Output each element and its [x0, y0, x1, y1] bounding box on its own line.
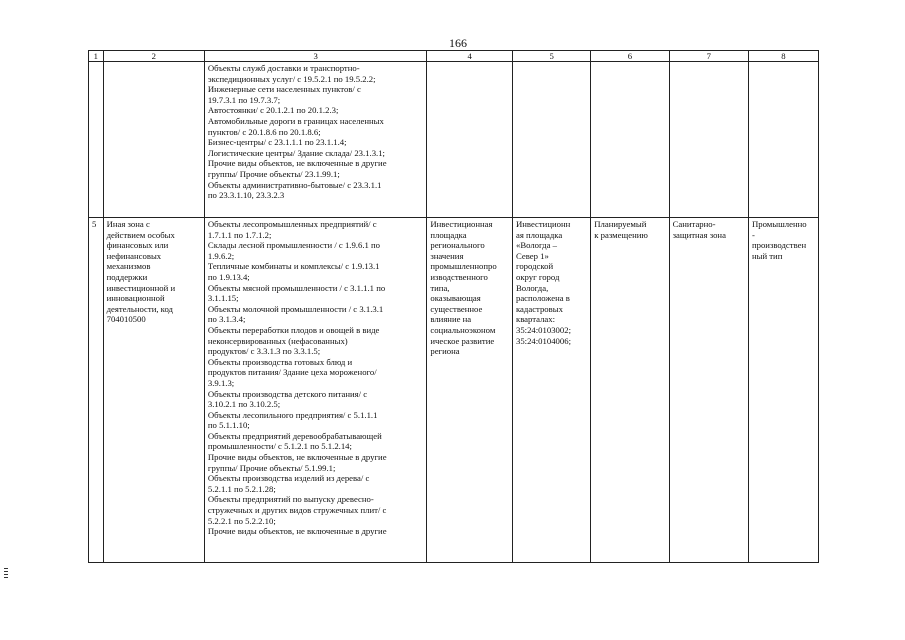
- text-line: Объекты административно-бытовые/ с 23.3.1.1: [207, 179, 382, 190]
- text-line: городской: [515, 261, 554, 272]
- text-line: финансовых или: [106, 240, 169, 251]
- text-line: Логистические центры/ Здание склада/ 23.1.3.1;: [207, 147, 385, 158]
- text-line: оказывающая: [430, 293, 481, 304]
- text-line: Объекты предприятий деревообрабатывающей: [207, 430, 382, 441]
- text-line: 3.10.2.1 по 3.10.2.5;: [207, 399, 281, 410]
- document-table: [88, 50, 819, 563]
- text-line: существенное: [430, 303, 483, 314]
- table-cell: [427, 62, 513, 218]
- text-line: стружечных и других видов стружечных плит/ с: [207, 505, 387, 516]
- header-cell: 5: [512, 51, 590, 62]
- header-cell: 3: [204, 51, 426, 62]
- text-line: влияние на: [430, 314, 472, 325]
- text-line: ическое развитие: [430, 335, 495, 346]
- text-line: Планируемый: [594, 219, 647, 229]
- text-line: 3.1.1.15;: [207, 293, 239, 304]
- text-line: 1.7.1.1 по 1.7.1.2;: [207, 229, 272, 240]
- text-line: 704010500: [106, 314, 146, 325]
- text-line: Объекты служб доставки и транспортно-: [207, 63, 360, 73]
- location-cell: [512, 218, 590, 563]
- text-line: Инвестиционная: [430, 219, 493, 229]
- text-line: кадастровых: [515, 303, 563, 314]
- text-line: Объекты переработки плодов и овощей в виде: [207, 324, 380, 335]
- text-line: кварталах:: [515, 314, 556, 325]
- text-line: -: [751, 229, 755, 240]
- text-line: продуктов/ с 3.3.1.3 по 3.3.1.5;: [207, 346, 321, 357]
- text-line: Объекты лесопромышленных предприятий/ с: [207, 219, 377, 229]
- text-line: по 5.1.1.10;: [207, 420, 250, 431]
- text-line: Прочие виды объектов, не включенные в другие: [207, 452, 387, 463]
- text-line: механизмов: [106, 261, 151, 272]
- header-cell: 2: [103, 51, 204, 62]
- text-line: Вологда,: [515, 282, 549, 293]
- text-line: 35:24:0104006;: [515, 335, 571, 346]
- text-line: Иная зона с: [106, 219, 150, 229]
- text-line: по 23.3.1.10, 23.3.2.3: [207, 190, 285, 201]
- text-line: Объекты производства изделий из дерева/ с: [207, 473, 370, 484]
- text-line: к размещению: [594, 229, 648, 240]
- status-cell: [591, 218, 669, 563]
- objects-cell: [204, 218, 426, 563]
- text-line: ая площадка: [515, 229, 563, 240]
- text-line: Север 1»: [515, 250, 549, 261]
- text-line: Автостоянки/ с 20.1.2.1 по 20.1.2.3;: [207, 105, 339, 116]
- text-line: экспедиционных услуг/ с 19.5.2.1 по 19.5.2.2;: [207, 73, 376, 84]
- text-line: по 3.1.3.4;: [207, 314, 246, 325]
- text-line: 35:24:0103002;: [515, 324, 571, 335]
- text-line: Склады лесной промышленности / с 1.9.6.1 по: [207, 240, 381, 251]
- table-row: [89, 62, 819, 218]
- text-line: Инвестиционн: [515, 219, 571, 229]
- text-line: 5.2.1.1 по 5.2.1.28;: [207, 483, 276, 494]
- text-line: 19.7.3.1 по 19.7.3.7;: [207, 94, 281, 105]
- text-line: группы/ Прочие объекты/ 23.1.99.1;: [207, 168, 340, 179]
- text-line: Санитарно-: [672, 219, 716, 229]
- text-line: производствен: [751, 240, 807, 251]
- text-line: группы/ Прочие объекты/ 5.1.99.1;: [207, 462, 336, 473]
- table-cell: [204, 62, 426, 218]
- text-line: ный тип: [751, 250, 783, 261]
- table-cell: [512, 62, 590, 218]
- text-line: «Вологда –: [515, 240, 557, 251]
- text-line: нефинансовых: [106, 250, 162, 261]
- text-line: изводственного: [430, 271, 488, 282]
- header-cell: 6: [591, 51, 669, 62]
- text-line: площадка: [430, 229, 467, 240]
- table-cell: [89, 62, 104, 218]
- text-line: действием особых: [106, 229, 175, 240]
- table-cell: [669, 62, 748, 218]
- text-line: Прочие виды объектов, не включенные в другие: [207, 158, 387, 169]
- header-cell: 1: [89, 51, 104, 62]
- text-line: промышленнопро: [430, 261, 497, 272]
- header-row: [89, 51, 819, 62]
- text-line: округ город: [515, 271, 560, 282]
- table-cell: [591, 62, 669, 218]
- text-line: 1.9.6.2;: [207, 250, 235, 261]
- text-line: значения: [430, 250, 464, 261]
- header-cell: 7: [669, 51, 748, 62]
- characteristics-cell: [748, 218, 818, 563]
- text-line: Объекты лесопильного предприятия/ с 5.1.1.1: [207, 409, 378, 420]
- text-line: 5.2.2.1 по 5.2.2.10;: [207, 515, 276, 526]
- text-line: промышленности/ с 5.1.2.1 по 5.1.2.14;: [207, 441, 352, 452]
- text-line: инвестиционной и: [106, 282, 176, 293]
- text-line: социальноэконом: [430, 324, 496, 335]
- table-cell: [748, 62, 818, 218]
- page-number: 166: [449, 36, 467, 50]
- text-line: Тепличные комбинаты и комплексы/ с 1.9.13.1: [207, 261, 380, 272]
- purpose-cell: [427, 218, 513, 563]
- text-line: Объекты мясной промышленности / с 3.1.1.1 по: [207, 282, 386, 293]
- text-line: Объекты производства готовых блюд и: [207, 356, 353, 367]
- text-line: Прочие виды объектов, не включенные в другие: [207, 526, 387, 537]
- text-line: Объекты молочной промышленности / с 3.1.3.1: [207, 303, 384, 314]
- header-cell: 8: [748, 51, 818, 62]
- text-line: Автомобильные дороги в границах населенных: [207, 115, 384, 126]
- row-number-cell: 5: [89, 218, 104, 563]
- text-line: 3.9.1.3;: [207, 377, 235, 388]
- table-cell: [103, 62, 204, 218]
- text-line: защитная зона: [672, 229, 726, 240]
- text-line: неконсервированных (нефасованных): [207, 335, 348, 346]
- text-line: Объекты производства детского питания/ с: [207, 388, 368, 399]
- text-line: деятельности, код: [106, 303, 173, 314]
- text-line: поддержки: [106, 271, 148, 282]
- text-line: региона: [430, 346, 460, 357]
- text-line: продуктов питания/ Здание цеха мороженого/: [207, 367, 377, 378]
- text-line: Бизнес-центры/ с 23.1.1.1 по 23.1.1.4;: [207, 137, 347, 148]
- text-line: расположена в: [515, 293, 570, 304]
- zone-type-cell: [669, 218, 748, 563]
- text-line: пунктов/ с 20.1.8.6 по 20.1.8.6;: [207, 126, 321, 137]
- table-row: [89, 218, 819, 563]
- text-line: Инженерные сети населенных пунктов/ с: [207, 84, 361, 95]
- text-line: регионального: [430, 240, 485, 251]
- text-line: Промышленно: [751, 219, 807, 229]
- header-cell: 4: [427, 51, 513, 62]
- text-line: по 1.9.13.4;: [207, 271, 250, 282]
- margin-marks: [4, 568, 8, 580]
- text-line: инновационной: [106, 293, 165, 304]
- text-line: Объекты предприятий по выпуску древесно-: [207, 494, 374, 505]
- text-line: типа,: [430, 282, 450, 293]
- zone-name-cell: [103, 218, 204, 563]
